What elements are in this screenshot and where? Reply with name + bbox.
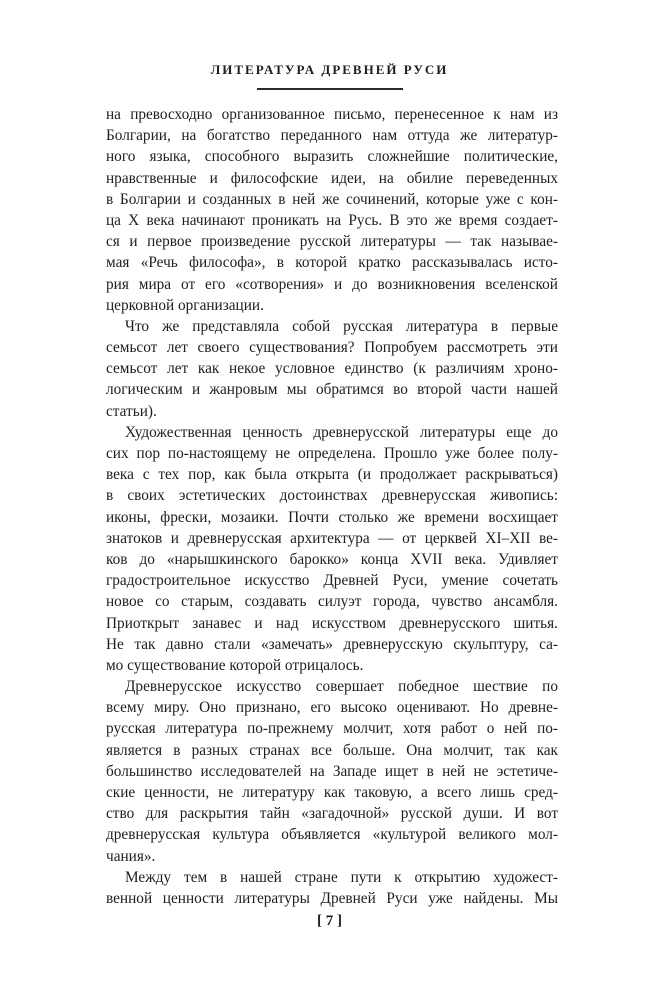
text-line: рия мира от его «сотворения» и до возникновения вселенской (106, 275, 558, 293)
paragraph (106, 422, 558, 676)
text-line: ся и первое произведение русской литературы — так называе- (106, 233, 558, 251)
text-line: в Болгарии и созданных в ней же сочинений, которые уже с кон- (106, 190, 558, 208)
text-line: сих пор по-настоящему не определена. Прошло уже более полу- (106, 445, 558, 462)
text-line: знатоков и древнерусская архитектура — от церквей XI–XII ве- (106, 529, 558, 547)
text-line: большинство исследователей на Западе ищет в ней не эстетиче- (106, 762, 558, 780)
paragraph (106, 104, 558, 316)
text-line: градостроительное искусство Древней Руси, умение сочетать (106, 572, 558, 590)
text-line: ца X века начинают проникать на Русь. В это же время создает- (106, 211, 558, 229)
text-line: венной ценности литературы Древней Руси уже найдены. Мы (106, 889, 558, 907)
header-rule (257, 88, 403, 90)
text-line: Болгарии, на богатство переданного нам оттуда же литератур- (106, 127, 558, 145)
text-line: Художественная ценность древнерусской литературы еще до (125, 423, 558, 441)
running-header: ЛИТЕРАТУРА ДРЕВНЕЙ РУСИ (210, 62, 449, 77)
text-line: нравственные и философские идеи, на обилие переведенных (106, 169, 558, 187)
text-line: является в разных странах все больше. Она молчит, так как (106, 741, 558, 759)
text-line: Что же представляла собой русская литература в первые (125, 317, 558, 335)
text-line: ного языка, способного выразить сложнейшие политические, (106, 148, 558, 166)
text-line: ков до «нарышкинского барокко» конца XVII века. Удивляет (106, 550, 558, 568)
page-number: [ 7 ] (317, 913, 342, 929)
text-line: семьсот лет как некое условное единство (к различиям хроно- (106, 360, 558, 378)
text-line: на превосходно организованное письмо, перенесенное к нам из (106, 106, 558, 123)
text-line: чания». (106, 847, 156, 865)
text-line: статьи). (106, 402, 157, 420)
text-line: всему миру. Оно признано, его высоко оценивают. Но древне- (106, 699, 558, 717)
text-line: русская литература по-прежнему молчит, хотя работ о ней по- (106, 720, 558, 738)
paragraph (106, 867, 558, 909)
text-line: ство для раскрытия тайн «загадочной» русской души. И вот (106, 805, 558, 823)
text-line: Приоткрыт занавес и над искусством древнерусского шитья. (106, 614, 558, 632)
text-line: века с тех пор, как была открыта (и продолжает раскрываться) (106, 466, 558, 484)
text-line: мая «Речь философа», в которой кратко рассказывалась исто- (106, 254, 558, 272)
text-line: древнерусская культура объявляется «культурой великого мол- (106, 826, 558, 844)
text-line: новое со старым, создавать силуэт города, чувство ансамбля. (106, 593, 558, 611)
text-line: ские ценности, не литературу как таковую, а всего лишь сред- (106, 784, 558, 801)
text-line: мо существование которой отрицалось. (106, 656, 364, 674)
paragraph (106, 676, 558, 867)
paragraph (106, 316, 558, 422)
body-text (106, 104, 558, 909)
text-line: Между тем в нашей стране пути к открытию художест- (125, 868, 558, 886)
text-line: церковной организации. (106, 296, 264, 314)
text-line: Древнерусское искусство совершает победное шествие по (125, 678, 558, 696)
text-line: в своих эстетических достоинствах древнерусская живопись: (106, 487, 558, 505)
text-line: семьсот лет своего существования? Попробуем рассмотреть эти (106, 339, 558, 357)
text-line: логическим и жанровым мы обратимся во второй части нашей (106, 381, 558, 399)
text-line: иконы, фрески, мозаики. Почти столько же времени восхищает (106, 508, 558, 526)
text-line: Не так давно стали «замечать» древнерусскую скульптуру, са- (106, 635, 558, 653)
